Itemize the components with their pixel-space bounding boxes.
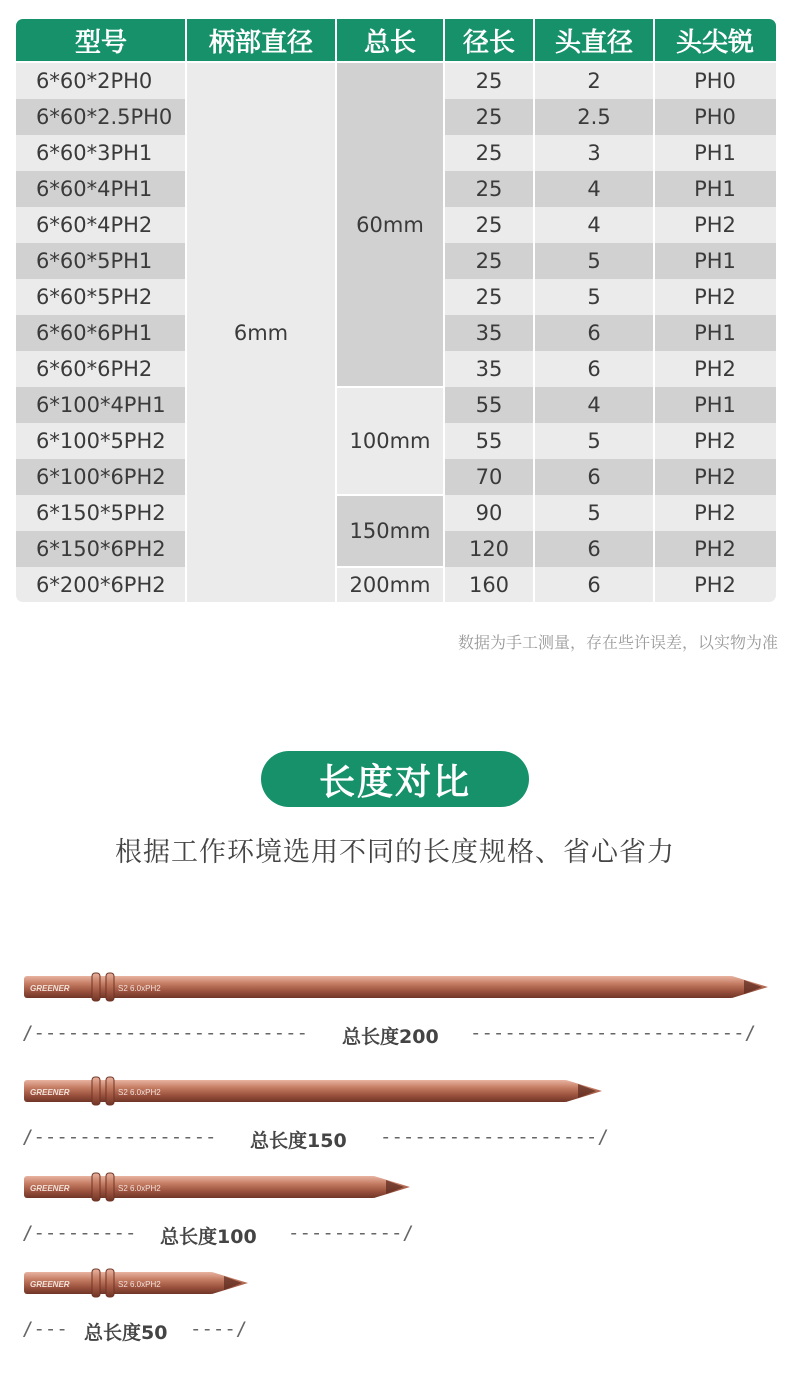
bit-marking: S2 6.0xPH2 [118, 1088, 161, 1097]
brand-mark: GREENER [30, 1088, 70, 1097]
model-cell: 6*60*2PH0 [36, 69, 153, 93]
model-cell: 6*60*2.5PH0 [36, 105, 173, 129]
shaft-length-cell: 25 [475, 177, 503, 201]
length-label: 总长度100 [160, 1226, 257, 1248]
tip-cell: PH2 [694, 537, 736, 561]
tip-cell: PH2 [694, 573, 736, 597]
length-label: 总长度150 [250, 1130, 347, 1152]
tip-cell: PH1 [694, 321, 736, 345]
tip-cell: PH1 [694, 249, 736, 273]
model-cell: 6*60*5PH2 [36, 285, 153, 309]
model-cell: 6*60*3PH1 [36, 141, 153, 165]
group-divider [336, 494, 444, 496]
dimension-line-right: -------------------/ [380, 1126, 609, 1148]
tip-cell: PH1 [694, 393, 736, 417]
dimension-line-left: /---------------- [22, 1126, 217, 1148]
total-length-cell: 150mm [336, 495, 444, 567]
head-diameter-cell: 4 [587, 393, 601, 417]
column-divider [653, 19, 655, 602]
head-diameter-cell: 4 [587, 177, 601, 201]
shaft-length-cell: 25 [475, 69, 503, 93]
tip-cell: PH2 [694, 357, 736, 381]
shaft-length-cell: 160 [468, 573, 510, 597]
shaft-length-cell: 90 [475, 501, 503, 525]
total-length-cell: 60mm [336, 63, 444, 387]
head-diameter-cell: 2 [587, 69, 601, 93]
shaft-length-cell: 35 [475, 357, 503, 381]
head-diameter-cell: 5 [587, 285, 601, 309]
head-diameter-cell: 6 [587, 321, 601, 345]
dimension-line-left: /--- [22, 1318, 68, 1340]
shaft-length-cell: 25 [475, 249, 503, 273]
header-total-length: 总长 [336, 19, 444, 61]
header-tip: 头尖锐 [654, 19, 776, 61]
spec-table [16, 19, 776, 602]
tip-cell: PH1 [694, 141, 736, 165]
section-subtitle: 根据工作环境选用不同的长度规格、省心省力 [115, 837, 675, 868]
brand-mark: GREENER [30, 1184, 70, 1193]
column-divider [335, 19, 337, 602]
header-head-diameter: 头直径 [534, 19, 654, 61]
head-diameter-cell: 4 [587, 213, 601, 237]
tip-cell: PH2 [694, 429, 736, 453]
bit-marking: S2 6.0xPH2 [118, 984, 161, 993]
header-shaft-length: 径长 [444, 19, 534, 61]
shank-diameter-cell: 6mm [186, 63, 336, 602]
shaft-length-cell: 25 [475, 105, 503, 129]
section-title-badge: 长度对比 [261, 751, 529, 807]
model-cell: 6*200*6PH2 [36, 573, 166, 597]
shaft-length-cell: 55 [475, 393, 503, 417]
column-divider [443, 19, 445, 602]
brand-mark: GREENER [30, 1280, 70, 1289]
model-cell: 6*60*4PH1 [36, 177, 153, 201]
model-cell: 6*100*4PH1 [36, 393, 166, 417]
shaft-length-cell: 35 [475, 321, 503, 345]
tip-cell: PH2 [694, 465, 736, 489]
screwdriver-bit [22, 1170, 414, 1204]
shaft-length-cell: 25 [475, 213, 503, 237]
head-diameter-cell: 6 [587, 357, 601, 381]
tip-cell: PH2 [694, 285, 736, 309]
column-divider [533, 19, 535, 602]
total-length-cell: 100mm [336, 387, 444, 495]
model-cell: 6*60*6PH2 [36, 357, 153, 381]
head-diameter-cell: 2.5 [577, 105, 611, 129]
screwdriver-bit [22, 970, 772, 1004]
model-cell: 6*150*6PH2 [36, 537, 166, 561]
tip-cell: PH2 [694, 213, 736, 237]
tip-cell: PH2 [694, 501, 736, 525]
head-diameter-cell: 3 [587, 141, 601, 165]
head-diameter-cell: 6 [587, 537, 601, 561]
model-cell: 6*100*5PH2 [36, 429, 166, 453]
tip-cell: PH1 [694, 177, 736, 201]
brand-mark: GREENER [30, 984, 70, 993]
bit-marking: S2 6.0xPH2 [118, 1280, 161, 1289]
header-model: 型号 [16, 19, 186, 61]
model-cell: 6*150*5PH2 [36, 501, 166, 525]
model-cell: 6*60*5PH1 [36, 249, 153, 273]
head-diameter-cell: 6 [587, 465, 601, 489]
shaft-length-cell: 120 [468, 537, 510, 561]
shaft-length-cell: 25 [475, 285, 503, 309]
dimension-line-left: /--------- [22, 1222, 137, 1244]
column-divider [185, 19, 187, 602]
model-cell: 6*60*6PH1 [36, 321, 153, 345]
shaft-length-cell: 70 [475, 465, 503, 489]
dimension-line-right: ----/ [190, 1318, 248, 1340]
bit-marking: S2 6.0xPH2 [118, 1184, 161, 1193]
head-diameter-cell: 5 [587, 249, 601, 273]
group-divider [336, 566, 444, 568]
tip-cell: PH0 [694, 105, 736, 129]
screwdriver-bit [22, 1074, 606, 1108]
shaft-length-cell: 55 [475, 429, 503, 453]
dimension-line-right: ----------/ [288, 1222, 414, 1244]
model-cell: 6*60*4PH2 [36, 213, 153, 237]
shaft-length-cell: 25 [475, 141, 503, 165]
measurement-note: 数据为手工测量，存在些许误差，以实物为准 [457, 633, 778, 652]
length-label: 总长度50 [84, 1322, 168, 1344]
dimension-line-left: /------------------------ [22, 1022, 308, 1044]
total-length-cell: 200mm [336, 567, 444, 602]
model-cell: 6*100*6PH2 [36, 465, 166, 489]
length-label: 总长度200 [342, 1026, 439, 1048]
head-diameter-cell: 5 [587, 501, 601, 525]
tip-cell: PH0 [694, 69, 736, 93]
head-diameter-cell: 5 [587, 429, 601, 453]
group-divider [336, 386, 444, 388]
dimension-line-right: ------------------------/ [470, 1022, 756, 1044]
head-diameter-cell: 6 [587, 573, 601, 597]
header-shank-diameter: 柄部直径 [186, 19, 336, 61]
screwdriver-bit [22, 1266, 252, 1300]
